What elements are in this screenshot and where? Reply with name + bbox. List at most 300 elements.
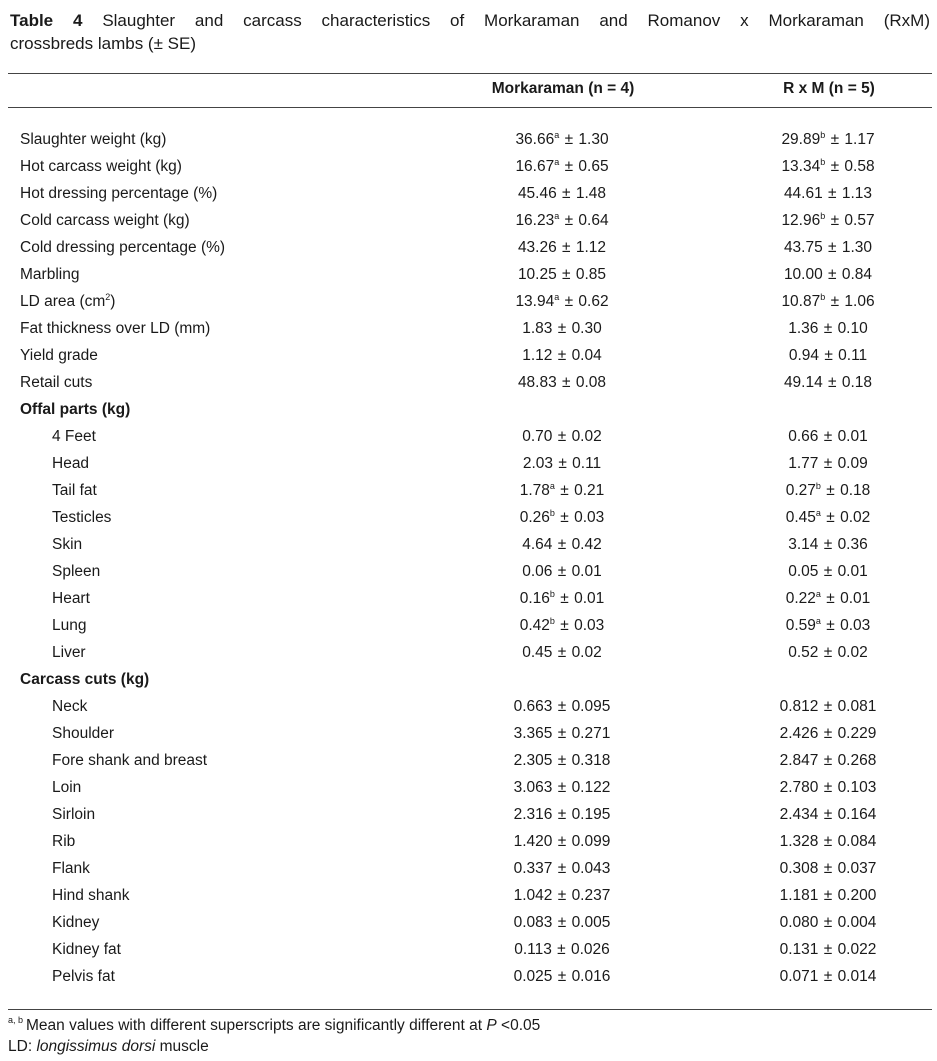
morkaraman-value xyxy=(432,639,692,666)
plus-minus-symbol: ± xyxy=(823,320,833,337)
footnote-superscript: a, b xyxy=(8,1015,24,1025)
morkaraman-value xyxy=(432,315,692,342)
morkaraman-value xyxy=(432,180,692,207)
row-label-text: Fore shank and breast xyxy=(52,752,208,769)
column-header-rxm: R x M (n = 5) xyxy=(783,80,875,97)
row-label xyxy=(20,180,217,207)
row-label-text: Hind shank xyxy=(52,887,130,904)
standard-error-value: 0.271 xyxy=(571,725,611,742)
morkaraman-value xyxy=(432,693,692,720)
table-row xyxy=(0,855,937,882)
mean-value: 16.23 xyxy=(515,212,555,229)
morkaraman-value xyxy=(432,477,692,504)
standard-error-value: 1.48 xyxy=(575,185,607,202)
morkaraman-value xyxy=(432,828,692,855)
plus-minus-symbol: ± xyxy=(560,509,569,526)
mean-value: 10.00 xyxy=(783,266,823,283)
standard-error-value: 1.12 xyxy=(575,239,607,256)
row-label-text: Head xyxy=(52,455,90,472)
mean-value: 1.12 xyxy=(522,347,553,364)
plus-minus-symbol: ± xyxy=(823,725,833,742)
row-label-text: Cold carcass weight (kg) xyxy=(20,212,190,229)
row-label-text: Loin xyxy=(52,779,82,796)
standard-error-value: 0.01 xyxy=(574,590,605,607)
label-tail: ) xyxy=(110,293,116,310)
row-label-text: Kidney xyxy=(52,914,100,931)
plus-minus-symbol: ± xyxy=(564,293,574,310)
rxm-value xyxy=(698,234,937,261)
plus-minus-symbol: ± xyxy=(557,644,567,661)
significance-superscript: a xyxy=(815,589,821,599)
standard-error-value: 0.10 xyxy=(837,320,868,337)
table-label: Table 4 xyxy=(10,11,83,30)
standard-error-value: 0.09 xyxy=(837,455,868,472)
row-label-text: Heart xyxy=(52,590,90,607)
table-row xyxy=(0,612,937,639)
table-row xyxy=(0,342,937,369)
plus-minus-symbol: ± xyxy=(823,968,833,985)
plus-minus-symbol: ± xyxy=(562,374,571,391)
rxm-value xyxy=(698,801,937,828)
significance-superscript: b xyxy=(815,481,821,491)
plus-minus-symbol: ± xyxy=(823,563,833,580)
table-row xyxy=(0,909,937,936)
significance-superscript: a xyxy=(815,616,821,626)
significance-superscript: a xyxy=(554,292,560,302)
row-label-text: Rib xyxy=(52,833,76,850)
plus-minus-symbol: ± xyxy=(828,374,837,391)
standard-error-value: 0.01 xyxy=(837,563,868,580)
plus-minus-symbol: ± xyxy=(823,941,833,958)
table-row xyxy=(0,801,937,828)
standard-error-value: 0.103 xyxy=(837,779,877,796)
table-row xyxy=(0,288,937,315)
row-label-text: Hot carcass weight (kg) xyxy=(20,158,182,175)
mean-value: 13.34 xyxy=(781,158,821,175)
row-label xyxy=(52,693,87,720)
row-label-text: Skin xyxy=(52,536,83,553)
rxm-value xyxy=(698,558,937,585)
mean-value: 0.66 xyxy=(788,428,819,445)
caption-line-1 xyxy=(10,9,930,32)
row-label-text: Sirloin xyxy=(52,806,96,823)
row-label xyxy=(20,288,115,315)
morkaraman-value xyxy=(432,234,692,261)
table-row xyxy=(0,477,937,504)
standard-error-value: 0.65 xyxy=(578,158,609,175)
morkaraman-value xyxy=(432,909,692,936)
section-row xyxy=(0,396,937,423)
morkaraman-value xyxy=(432,126,692,153)
mean-value: 0.26 xyxy=(519,509,550,526)
row-label xyxy=(52,477,97,504)
plus-minus-symbol: ± xyxy=(823,536,833,553)
mean-value: 0.16 xyxy=(519,590,550,607)
significance-superscript: a xyxy=(554,157,560,167)
mean-value: 43.75 xyxy=(783,239,823,256)
mean-value: 12.96 xyxy=(781,212,821,229)
standard-error-value: 0.03 xyxy=(574,509,605,526)
mean-value: 0.45 xyxy=(785,509,816,526)
table-row xyxy=(0,963,937,990)
morkaraman-value xyxy=(432,450,692,477)
row-label-text: 4 Feet xyxy=(52,428,96,445)
morkaraman-value xyxy=(432,612,692,639)
standard-error-value: 0.016 xyxy=(571,968,611,985)
morkaraman-value xyxy=(432,801,692,828)
plus-minus-symbol: ± xyxy=(826,590,835,607)
rxm-value xyxy=(698,639,937,666)
standard-error-value: 0.02 xyxy=(571,428,602,445)
plus-minus-symbol: ± xyxy=(823,914,833,931)
mean-value: 29.89 xyxy=(781,131,821,148)
abbr-label: LD: xyxy=(8,1038,37,1055)
morkaraman-value xyxy=(432,585,692,612)
row-label xyxy=(52,612,86,639)
mean-value: 16.67 xyxy=(515,158,555,175)
mean-value: 0.94 xyxy=(788,347,819,364)
rxm-value xyxy=(698,261,937,288)
rxm-value xyxy=(698,882,937,909)
standard-error-value: 0.164 xyxy=(837,806,877,823)
section-row xyxy=(0,666,937,693)
mean-value: 1.042 xyxy=(513,887,553,904)
table-row xyxy=(0,585,937,612)
plus-minus-symbol: ± xyxy=(564,158,574,175)
rxm-value xyxy=(698,153,937,180)
table-row xyxy=(0,423,937,450)
mean-value: 3.365 xyxy=(513,725,553,742)
row-label-text: Flank xyxy=(52,860,90,877)
standard-error-value: 0.11 xyxy=(838,347,868,364)
standard-error-value: 0.022 xyxy=(837,941,877,958)
table-row xyxy=(0,261,937,288)
table-row xyxy=(0,207,937,234)
standard-error-value: 0.318 xyxy=(571,752,611,769)
significance-superscript: a xyxy=(549,481,555,491)
row-label xyxy=(52,801,95,828)
standard-error-value: 1.30 xyxy=(578,131,609,148)
mean-value: 10.25 xyxy=(517,266,557,283)
rxm-value xyxy=(698,936,937,963)
morkaraman-value xyxy=(432,369,692,396)
mean-value: 2.03 xyxy=(522,455,553,472)
mean-value: 0.080 xyxy=(779,914,819,931)
row-label xyxy=(20,369,92,396)
mean-value: 44.61 xyxy=(783,185,823,202)
plus-minus-symbol: ± xyxy=(557,968,567,985)
standard-error-value: 0.85 xyxy=(575,266,607,283)
mean-value: 1.328 xyxy=(779,833,819,850)
row-label xyxy=(20,234,225,261)
row-label-text: Fat thickness over LD (mm) xyxy=(20,320,211,337)
row-label-text: Slaughter weight (kg) xyxy=(20,131,167,148)
table-row xyxy=(0,153,937,180)
mean-value: 43.26 xyxy=(517,239,557,256)
table-row xyxy=(0,774,937,801)
row-label xyxy=(20,315,210,342)
row-label-text: LD area (cm xyxy=(20,293,106,310)
row-label xyxy=(20,126,166,153)
table-row xyxy=(0,531,937,558)
table-row xyxy=(0,882,937,909)
table-row xyxy=(0,693,937,720)
rxm-value xyxy=(698,477,937,504)
standard-error-value: 0.02 xyxy=(571,644,602,661)
plus-minus-symbol: ± xyxy=(823,455,833,472)
standard-error-value: 0.02 xyxy=(837,644,868,661)
standard-error-value: 0.84 xyxy=(841,266,873,283)
standard-error-value: 0.095 xyxy=(571,698,611,715)
table-caption xyxy=(10,9,930,55)
significance-superscript: b xyxy=(549,508,555,518)
morkaraman-value xyxy=(432,261,692,288)
mean-value: 0.663 xyxy=(513,698,553,715)
plus-minus-symbol: ± xyxy=(828,185,837,202)
rxm-value xyxy=(698,342,937,369)
plus-minus-symbol: ± xyxy=(557,536,567,553)
plus-minus-symbol: ± xyxy=(826,617,835,634)
mean-value: 1.83 xyxy=(522,320,553,337)
rxm-value xyxy=(698,423,937,450)
morkaraman-value xyxy=(432,882,692,909)
significance-superscript: a xyxy=(815,508,821,518)
row-label-text: Testicles xyxy=(52,509,112,526)
standard-error-value: 0.01 xyxy=(840,590,871,607)
row-label-text: Pelvis fat xyxy=(52,968,115,985)
plus-minus-symbol: ± xyxy=(830,293,840,310)
standard-error-value: 0.02 xyxy=(840,509,871,526)
mean-value: 2.316 xyxy=(513,806,553,823)
plus-minus-symbol: ± xyxy=(557,428,567,445)
standard-error-value: 0.64 xyxy=(578,212,609,229)
plus-minus-symbol: ± xyxy=(823,887,833,904)
morkaraman-value xyxy=(432,423,692,450)
row-label xyxy=(52,531,82,558)
row-label-text: Hot dressing percentage (%) xyxy=(20,185,218,202)
section-label xyxy=(20,396,130,423)
plus-minus-symbol: ± xyxy=(828,239,837,256)
standard-error-value: 0.18 xyxy=(840,482,871,499)
significance-superscript: a xyxy=(554,130,560,140)
row-label xyxy=(52,639,86,666)
row-label xyxy=(52,963,115,990)
standard-error-value: 0.026 xyxy=(570,941,610,958)
caption-line-2: crossbreds lambs (± SE) xyxy=(10,34,196,53)
mean-value: 48.83 xyxy=(517,374,557,391)
row-label xyxy=(52,450,89,477)
mean-value: 0.52 xyxy=(788,644,819,661)
table-row xyxy=(0,315,937,342)
mean-value: 0.70 xyxy=(522,428,553,445)
significance-superscript: b xyxy=(820,292,826,302)
row-label xyxy=(52,774,81,801)
table-row xyxy=(0,450,937,477)
standard-error-value: 0.57 xyxy=(844,212,875,229)
standard-error-value: 0.36 xyxy=(837,536,868,553)
mean-value: 0.131 xyxy=(779,941,819,958)
plus-minus-symbol: ± xyxy=(560,590,569,607)
morkaraman-value xyxy=(432,558,692,585)
section-label xyxy=(20,666,149,693)
plus-minus-symbol: ± xyxy=(823,806,833,823)
standard-error-value: 0.18 xyxy=(841,374,873,391)
standard-error-value: 0.004 xyxy=(837,914,877,931)
row-label xyxy=(52,558,100,585)
rxm-value xyxy=(698,747,937,774)
mean-value: 1.181 xyxy=(779,887,819,904)
footnote-p-value: <0.05 xyxy=(496,1017,541,1034)
top-rule xyxy=(8,73,932,74)
row-label xyxy=(20,261,79,288)
standard-error-value: 0.237 xyxy=(571,887,611,904)
plus-minus-symbol: ± xyxy=(557,347,567,364)
mean-value: 10.87 xyxy=(781,293,821,310)
mean-value: 1.36 xyxy=(788,320,819,337)
morkaraman-value xyxy=(432,774,692,801)
plus-minus-symbol: ± xyxy=(823,428,833,445)
plus-minus-symbol: ± xyxy=(823,698,833,715)
plus-minus-symbol: ± xyxy=(826,482,835,499)
rxm-value xyxy=(698,828,937,855)
row-label xyxy=(52,855,90,882)
plus-minus-symbol: ± xyxy=(564,131,574,148)
rxm-value xyxy=(698,369,937,396)
mean-value: 1.420 xyxy=(513,833,553,850)
table-row xyxy=(0,747,937,774)
row-label-text: Carcass cuts (kg) xyxy=(20,671,150,688)
rxm-value xyxy=(698,612,937,639)
row-label xyxy=(52,936,121,963)
mean-value: 0.812 xyxy=(779,698,819,715)
table-row xyxy=(0,639,937,666)
standard-error-value: 1.17 xyxy=(844,131,875,148)
plus-minus-symbol: ± xyxy=(830,131,840,148)
row-label xyxy=(20,342,98,369)
standard-error-value: 0.03 xyxy=(840,617,871,634)
standard-error-value: 0.005 xyxy=(571,914,611,931)
plus-minus-symbol: ± xyxy=(823,779,833,796)
row-label-text: Retail cuts xyxy=(20,374,93,391)
significance-superscript: a xyxy=(554,211,560,221)
row-label-text: Yield grade xyxy=(20,347,98,364)
plus-minus-symbol: ± xyxy=(562,185,571,202)
standard-error-value: 0.043 xyxy=(571,860,611,877)
mean-value: 4.64 xyxy=(522,536,553,553)
plus-minus-symbol: ± xyxy=(826,509,835,526)
morkaraman-value xyxy=(432,747,692,774)
bottom-rule xyxy=(8,1009,932,1010)
rxm-value xyxy=(698,288,937,315)
plus-minus-symbol: ± xyxy=(557,914,567,931)
mean-value: 36.66 xyxy=(515,131,555,148)
mean-value: 0.22 xyxy=(785,590,816,607)
standard-error-value: 0.229 xyxy=(837,725,877,742)
mean-value: 45.46 xyxy=(517,185,557,202)
mean-value: 0.083 xyxy=(513,914,553,931)
plus-minus-symbol: ± xyxy=(560,482,569,499)
mean-value: 2.434 xyxy=(779,806,819,823)
morkaraman-value xyxy=(432,153,692,180)
rxm-value xyxy=(698,963,937,990)
plus-minus-symbol: ± xyxy=(824,347,833,364)
rxm-value xyxy=(698,180,937,207)
significance-superscript: b xyxy=(820,157,826,167)
row-label xyxy=(52,504,111,531)
rxm-value xyxy=(698,207,937,234)
table-row xyxy=(0,180,937,207)
rxm-value xyxy=(698,315,937,342)
row-label xyxy=(52,828,75,855)
morkaraman-value xyxy=(432,531,692,558)
row-label xyxy=(20,207,190,234)
mean-value: 0.337 xyxy=(513,860,553,877)
standard-error-value: 0.42 xyxy=(571,536,602,553)
mean-value: 0.59 xyxy=(785,617,816,634)
plus-minus-symbol: ± xyxy=(557,833,567,850)
significance-superscript: b xyxy=(549,589,555,599)
plus-minus-symbol: ± xyxy=(823,752,833,769)
standard-error-value: 0.037 xyxy=(837,860,877,877)
rxm-value xyxy=(698,126,937,153)
footnote-p-symbol: P xyxy=(486,1017,497,1034)
standard-error-value: 0.08 xyxy=(575,374,607,391)
mean-value: 0.06 xyxy=(522,563,553,580)
plus-minus-symbol: ± xyxy=(564,212,574,229)
standard-error-value: 0.04 xyxy=(571,347,602,364)
abbr-tail: muscle xyxy=(155,1038,209,1055)
mean-value: 2.305 xyxy=(513,752,553,769)
mean-value: 2.780 xyxy=(779,779,819,796)
row-label xyxy=(52,423,96,450)
mean-value: 0.025 xyxy=(513,968,553,985)
mean-value: 0.27 xyxy=(785,482,816,499)
row-label xyxy=(52,585,90,612)
plus-minus-symbol: ± xyxy=(830,158,840,175)
row-label-text: Offal parts (kg) xyxy=(20,401,131,418)
mean-value: 3.063 xyxy=(513,779,553,796)
plus-minus-symbol: ± xyxy=(562,239,571,256)
mean-value: 0.05 xyxy=(788,563,819,580)
plus-minus-symbol: ± xyxy=(560,617,569,634)
rxm-value xyxy=(698,531,937,558)
morkaraman-value xyxy=(432,936,692,963)
table-row xyxy=(0,558,937,585)
standard-error-value: 0.21 xyxy=(574,482,605,499)
plus-minus-symbol: ± xyxy=(828,266,837,283)
mean-value: 0.308 xyxy=(779,860,819,877)
standard-error-value: 0.195 xyxy=(571,806,611,823)
plus-minus-symbol: ± xyxy=(557,860,567,877)
header-rule xyxy=(8,107,932,108)
row-label-text: Kidney fat xyxy=(52,941,121,958)
mean-value: 3.14 xyxy=(788,536,819,553)
abbr-term: longissimus dorsi xyxy=(36,1038,156,1055)
plus-minus-symbol: ± xyxy=(557,320,567,337)
standard-error-value: 0.122 xyxy=(571,779,611,796)
morkaraman-value xyxy=(432,504,692,531)
morkaraman-value xyxy=(432,720,692,747)
rxm-value xyxy=(698,693,937,720)
standard-error-value: 0.084 xyxy=(837,833,877,850)
mean-value: 0.45 xyxy=(522,644,553,661)
morkaraman-value xyxy=(432,288,692,315)
label-superscript: 2 xyxy=(105,292,111,302)
plus-minus-symbol: ± xyxy=(557,563,567,580)
standard-error-value: 0.081 xyxy=(837,698,877,715)
standard-error-value: 0.62 xyxy=(578,293,609,310)
significance-superscript: b xyxy=(820,130,826,140)
